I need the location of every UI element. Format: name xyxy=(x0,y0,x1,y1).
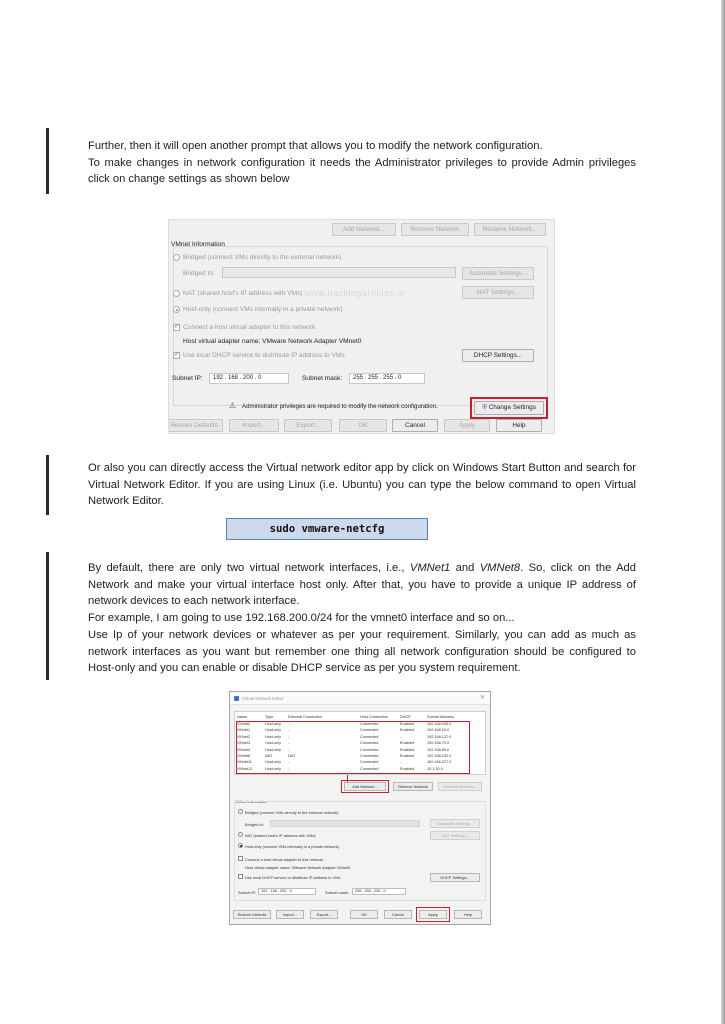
col-subnet[interactable]: Subnet Address xyxy=(427,715,454,719)
host-only-radio[interactable] xyxy=(173,306,180,313)
network-table xyxy=(234,711,486,775)
virtual-network-editor-screenshot xyxy=(229,691,491,925)
col-external[interactable]: External Connection xyxy=(288,715,323,719)
nat-label-2: NAT (shared host's IP address with VMs) xyxy=(245,833,316,838)
add-network-highlight xyxy=(341,780,389,793)
cell-name: VMnet4 xyxy=(237,747,251,752)
dhcp-label: Use local DHCP service to distribute IP address to VMs xyxy=(183,352,345,359)
cell-external: - xyxy=(288,734,290,739)
bridged-to-select-2[interactable] xyxy=(270,820,420,827)
add-network-button-2[interactable]: Add Network... xyxy=(344,782,386,791)
automatic-settings-button[interactable]: Automatic Settings... xyxy=(462,267,534,280)
dhcp-checkbox-2[interactable] xyxy=(238,874,243,879)
cell-subnet: 192.168.232.0 xyxy=(427,754,452,758)
cell-host: Connected xyxy=(360,734,379,739)
connect-adapter-checkbox[interactable] xyxy=(173,324,180,331)
help-button-2[interactable]: Help xyxy=(454,910,482,919)
connect-adapter-label: Connect a host virtual adapter to this network xyxy=(183,324,316,331)
cell-dhcp: Enabled xyxy=(400,741,414,746)
shield-icon: ⛨ xyxy=(482,404,487,411)
host-only-label-2: Host-only (connect VMs internally in a private network) xyxy=(245,844,340,849)
nat-label: NAT (shared host's IP address with VMs) xyxy=(183,290,303,297)
cell-subnet: 192.168.80.0 xyxy=(427,747,450,752)
paragraph-3 xyxy=(88,560,636,677)
cell-type: Host-only xyxy=(265,728,282,733)
rename-network-button-2[interactable]: Rename Network... xyxy=(438,782,482,791)
command-box: sudo vmware-netcfg xyxy=(226,518,428,540)
subnet-mask-input[interactable]: 255 . 255 . 255 . 0 xyxy=(349,373,425,384)
bridged-to-label-2: Bridged to: xyxy=(245,822,264,827)
cell-type: NAT xyxy=(265,754,273,758)
bridged-radio-2[interactable] xyxy=(238,809,243,814)
table-header xyxy=(235,714,485,720)
export-button-2[interactable]: Export... xyxy=(310,910,338,919)
paragraph-3-text-b: and xyxy=(450,562,480,574)
dhcp-checkbox[interactable] xyxy=(173,352,180,359)
connect-adapter-label-2: Connect a host virtual adapter to this network xyxy=(245,857,324,862)
subnet-ip-label-2: Subnet IP: xyxy=(238,890,257,895)
section-marker-3 xyxy=(46,552,49,680)
subnet-mask-input-2[interactable]: 255 . 255 . 255 . 0 xyxy=(352,888,406,895)
cell-external: - xyxy=(288,747,290,752)
remove-network-button[interactable]: Remove Network xyxy=(401,223,469,236)
cell-external: - xyxy=(288,741,290,746)
cell-dhcp: - xyxy=(400,760,402,765)
cell-host: Connected xyxy=(360,760,379,765)
restore-defaults-button-2[interactable]: Restore Defaults xyxy=(233,910,271,919)
cell-subnet: 192.168.16.0 xyxy=(427,728,450,733)
cell-host: Connected xyxy=(360,722,379,726)
paragraph-3-text-a: By default, there are only two virtual network interfaces, i.e., xyxy=(88,562,410,574)
paragraph-3-line-1 xyxy=(88,560,636,610)
cell-subnet: 192.168.227.0 xyxy=(427,760,452,765)
vmnet-info-label-2: VMnet Information xyxy=(235,799,267,804)
paragraph-2: Or also you can directly access the Virtual network editor app by click on Windows Start Button and search for Virtual Network Editor. If you are using Linux (i.e. Ubuntu) you can type the below command to open Virtual Network Editor. xyxy=(88,462,636,508)
cell-external: - xyxy=(288,766,290,771)
cell-subnet: 192.168.200.0 xyxy=(427,722,452,726)
nat-radio-2[interactable] xyxy=(238,832,243,837)
connect-adapter-checkbox-2[interactable] xyxy=(238,856,243,861)
restore-defaults-button[interactable]: Restore Defaults xyxy=(168,419,223,432)
nat-settings-button-2[interactable]: NAT Settings... xyxy=(430,831,480,840)
cell-name: VMnet12 xyxy=(237,766,253,771)
watermark-text: www.hackingarticles.in xyxy=(304,288,406,298)
cell-name: VMnet3 xyxy=(237,741,251,746)
rename-network-button[interactable]: Rename Network... xyxy=(474,223,546,236)
change-settings-highlight xyxy=(470,397,548,419)
cell-dhcp: Enabled xyxy=(400,754,414,758)
cell-name: VMnet11 xyxy=(237,760,252,765)
add-network-button[interactable]: Add Network... xyxy=(332,223,396,236)
cell-subnet: 10.1.20.0 xyxy=(427,766,443,771)
ok-button[interactable]: OK xyxy=(339,419,387,432)
cell-type: Host-only xyxy=(265,747,282,752)
cancel-button[interactable]: Cancel xyxy=(392,419,438,432)
paragraph-1-line-2: To make changes in network configuration it needs the Administrator privileges to provide Admin privileges click on change settings as shown below xyxy=(88,156,636,186)
vmnet-info-label: VMnet Information xyxy=(171,241,225,248)
cancel-button-2[interactable]: Cancel xyxy=(384,910,412,919)
import-button[interactable]: Import... xyxy=(229,419,279,432)
nat-settings-button[interactable]: NAT Settings... xyxy=(462,286,534,299)
close-icon[interactable]: ✕ xyxy=(479,695,485,701)
cell-host: Connected xyxy=(360,766,379,771)
paragraph-3-line-3: Use Ip of your network devices or whatever as per your requirement. Similarly, you can add as much as network interfaces as you want but remember one thing all network configuration should be configured to Host-only and you can enable or disable DHCP service as per you system requirement. xyxy=(88,628,636,675)
app-icon xyxy=(234,696,239,701)
subnet-ip-input[interactable]: 192 . 168 . 200 . 0 xyxy=(209,373,289,384)
window-titlebar xyxy=(230,692,490,705)
cell-subnet: 192.168.137.0 xyxy=(427,734,452,739)
ok-button-2[interactable]: OK xyxy=(350,910,378,919)
cell-dhcp: Enabled xyxy=(400,766,414,771)
col-type[interactable]: Type xyxy=(265,715,274,719)
window-title: Virtual Network Editor xyxy=(242,696,284,701)
vmnet8-name: VMNet8 xyxy=(479,562,521,574)
bridged-to-select[interactable] xyxy=(222,267,456,278)
page-edge-shadow xyxy=(721,0,725,1024)
cell-name: VMnet8 xyxy=(237,754,251,758)
cell-type: Host-only xyxy=(265,760,282,765)
vmnet1-name: VMNet1 xyxy=(409,562,451,574)
cell-external: - xyxy=(288,728,290,733)
export-button[interactable]: Export... xyxy=(284,419,332,432)
subnet-mask-label-2: Subnet mask: xyxy=(325,890,349,895)
bridged-to-label: Bridged to: xyxy=(183,270,215,277)
cell-host: Connected xyxy=(360,747,379,752)
bridged-label: Bridged (connect VMs directly to the external network) xyxy=(183,254,342,261)
dhcp-settings-button[interactable]: DHCP Settings... xyxy=(462,349,534,362)
cell-host: Connected xyxy=(360,741,379,746)
col-host[interactable]: Host Connection xyxy=(360,715,389,719)
bridged-radio[interactable] xyxy=(173,254,180,261)
apply-highlight xyxy=(416,907,450,922)
cell-type: Host-only xyxy=(265,741,282,746)
paragraph-3-text-c: . So, click on the Add Network and make your virtual interface host only. After that, you have to provide a unique IP address of network devices to each network interface. xyxy=(88,562,636,608)
col-dhcp[interactable]: DHCP xyxy=(400,715,411,719)
adapter-name-label-2: Host virtual adapter name: VMware Network Adapter VMnet0 xyxy=(245,865,351,870)
cell-external: - xyxy=(288,760,290,765)
cell-type: Host-only xyxy=(265,766,282,771)
subnet-ip-input-2[interactable]: 192 . 168 . 200 . 0 xyxy=(258,888,316,895)
section-marker-1 xyxy=(46,128,49,194)
remove-network-button-2[interactable]: Remove Network xyxy=(393,782,433,791)
dhcp-label-2: Use local DHCP service to distribute IP address to VMs xyxy=(245,875,341,880)
vmnet-info-group-2 xyxy=(234,801,486,901)
paragraph-3-line-2: For example, I am going to use 192.168.200.0/24 for the vmnet0 interface and so on... xyxy=(88,612,515,625)
subnet-mask-label: Subnet mask: xyxy=(302,375,343,382)
apply-button[interactable]: Apply xyxy=(444,419,490,432)
cell-name: VMnet2 xyxy=(237,734,251,739)
import-button-2[interactable]: Import... xyxy=(276,910,304,919)
cell-host: Connected xyxy=(360,754,379,758)
cell-dhcp: Enabled xyxy=(400,747,414,752)
apply-button-2[interactable]: Apply xyxy=(419,910,447,919)
admin-warning-text: Administrator privileges are required to modify the network configuration. xyxy=(242,403,438,410)
automatic-settings-button-2[interactable]: Automatic Settings... xyxy=(430,819,480,828)
cell-subnet: 192.168.70.0 xyxy=(427,741,450,746)
cell-type: Host-only xyxy=(265,734,282,739)
bridged-label-2: Bridged (connect VMs directly to the external network) xyxy=(245,810,339,815)
host-only-label: Host-only (connect VMs internally in a private network) xyxy=(183,306,343,313)
paragraph-1-line-1: Further, then it will open another prompt that allows you to modify the network configuration. xyxy=(88,140,543,152)
cell-dhcp: Enabled xyxy=(400,728,414,733)
cell-host: Connected xyxy=(360,728,379,733)
col-name[interactable]: Name xyxy=(237,715,248,719)
cell-name: VMnet0 xyxy=(237,722,251,726)
warning-icon: ⚠ xyxy=(229,401,237,410)
help-button[interactable]: Help xyxy=(496,419,542,432)
vmnet-settings-screenshot xyxy=(168,219,555,434)
cell-external: NAT xyxy=(288,754,296,758)
change-settings-label: Change Settings xyxy=(488,404,536,411)
network-rows-highlight xyxy=(236,721,470,774)
dhcp-settings-button-2[interactable]: DHCP Settings... xyxy=(430,873,480,882)
host-only-radio-2[interactable] xyxy=(238,843,243,848)
section-marker-2 xyxy=(46,455,49,515)
cell-dhcp: - xyxy=(400,734,402,739)
cell-external: - xyxy=(288,722,290,726)
adapter-name-label: Host virtual adapter name: VMware Network Adapter VMnet0 xyxy=(183,338,362,345)
cell-dhcp: Enabled xyxy=(400,722,414,726)
cell-name: VMnet1 xyxy=(237,728,251,733)
subnet-ip-label: Subnet IP: xyxy=(172,375,203,382)
cell-type: Host-only xyxy=(265,722,282,726)
paragraph-1 xyxy=(88,138,636,188)
nat-radio[interactable] xyxy=(173,290,180,297)
